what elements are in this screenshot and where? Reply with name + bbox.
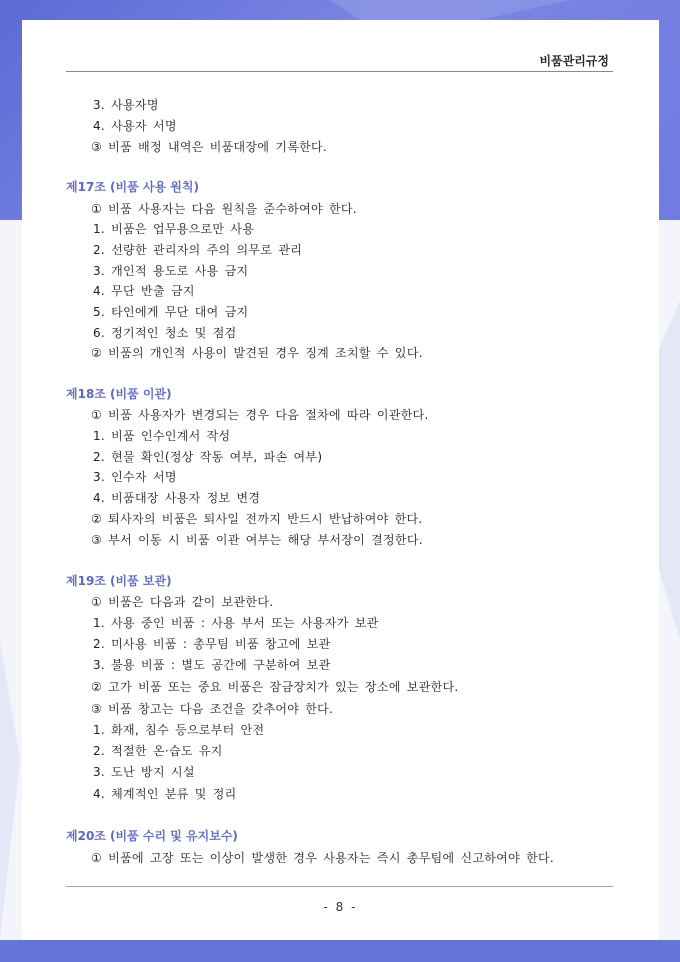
decorative-shard-left [0, 640, 20, 940]
article-19-heading: 제19조 (비품 보관) [66, 574, 172, 588]
paragraph: ③ 비품 창고는 다음 조건을 갖추어야 한다. [91, 702, 334, 716]
list-item: 1. 비품은 업무용으로만 사용 [93, 222, 255, 236]
document-header-title: 비품관리규정 [539, 54, 609, 68]
paragraph: ② 퇴사자의 비품은 퇴사일 전까지 반드시 반납하여야 한다. [91, 512, 423, 526]
list-item: 1. 비품 인수인계서 작성 [93, 429, 231, 443]
list-item: 3. 개인적 용도로 사용 금지 [93, 264, 249, 278]
list-item: 4. 사용자 서명 [93, 119, 177, 133]
article-20-heading: 제20조 (비품 수리 및 유지보수) [66, 829, 238, 843]
footer-divider [66, 886, 613, 887]
list-item: 6. 정기적인 청소 및 점검 [93, 326, 237, 340]
list-item: 2. 현물 확인(정상 작동 여부, 파손 여부) [93, 450, 323, 464]
list-item: 3. 불용 비품 : 별도 공간에 구분하여 보관 [93, 658, 331, 672]
list-item: 4. 체계적인 분류 및 정리 [93, 787, 237, 801]
list-item: 3. 사용자명 [93, 98, 159, 112]
list-item: 2. 미사용 비품 : 총무팀 비품 창고에 보관 [93, 637, 331, 651]
paragraph: ② 비품의 개인적 사용이 발견된 경우 징계 조치할 수 있다. [91, 346, 423, 360]
paragraph: ③ 비품 배정 내역은 비품대장에 기록한다. [91, 140, 328, 154]
list-item: 2. 선량한 관리자의 주의 의무로 관리 [93, 243, 303, 257]
list-item: 1. 사용 중인 비품 : 사용 부서 또는 사용자가 보관 [93, 616, 379, 630]
list-item: 2. 적절한 온·습도 유지 [93, 744, 223, 758]
list-item: 3. 인수자 서명 [93, 470, 177, 484]
list-item: 4. 무단 반출 금지 [93, 284, 195, 298]
paragraph: ③ 부서 이동 시 비품 이관 여부는 해당 부서장이 결정한다. [91, 533, 423, 547]
paragraph: ② 고가 비품 또는 중요 비품은 잠금장치가 있는 장소에 보관한다. [91, 680, 459, 694]
list-item: 3. 도난 방지 시설 [93, 765, 195, 779]
header-divider [66, 71, 613, 72]
list-item: 5. 타인에게 무단 대여 금지 [93, 305, 249, 319]
article-17-heading: 제17조 (비품 사용 원칙) [66, 180, 199, 194]
page-number: - 8 - [323, 900, 358, 914]
list-item: 4. 비품대장 사용자 정보 변경 [93, 491, 261, 505]
paragraph: ① 비품은 다음과 같이 보관한다. [91, 595, 274, 609]
paragraph: ① 비품 사용자가 변경되는 경우 다음 절차에 따라 이관한다. [91, 408, 429, 422]
list-item: 1. 화재, 침수 등으로부터 안전 [93, 723, 265, 737]
article-18-heading: 제18조 (비품 이관) [66, 387, 172, 401]
background-bottom-band [0, 940, 680, 962]
document-page [22, 20, 659, 940]
paragraph: ① 비품에 고장 또는 이상이 발생한 경우 사용자는 즉시 총무팀에 신고하여야 한다. [91, 851, 554, 865]
paragraph: ① 비품 사용자는 다음 원칙을 준수하여야 한다. [91, 202, 357, 216]
